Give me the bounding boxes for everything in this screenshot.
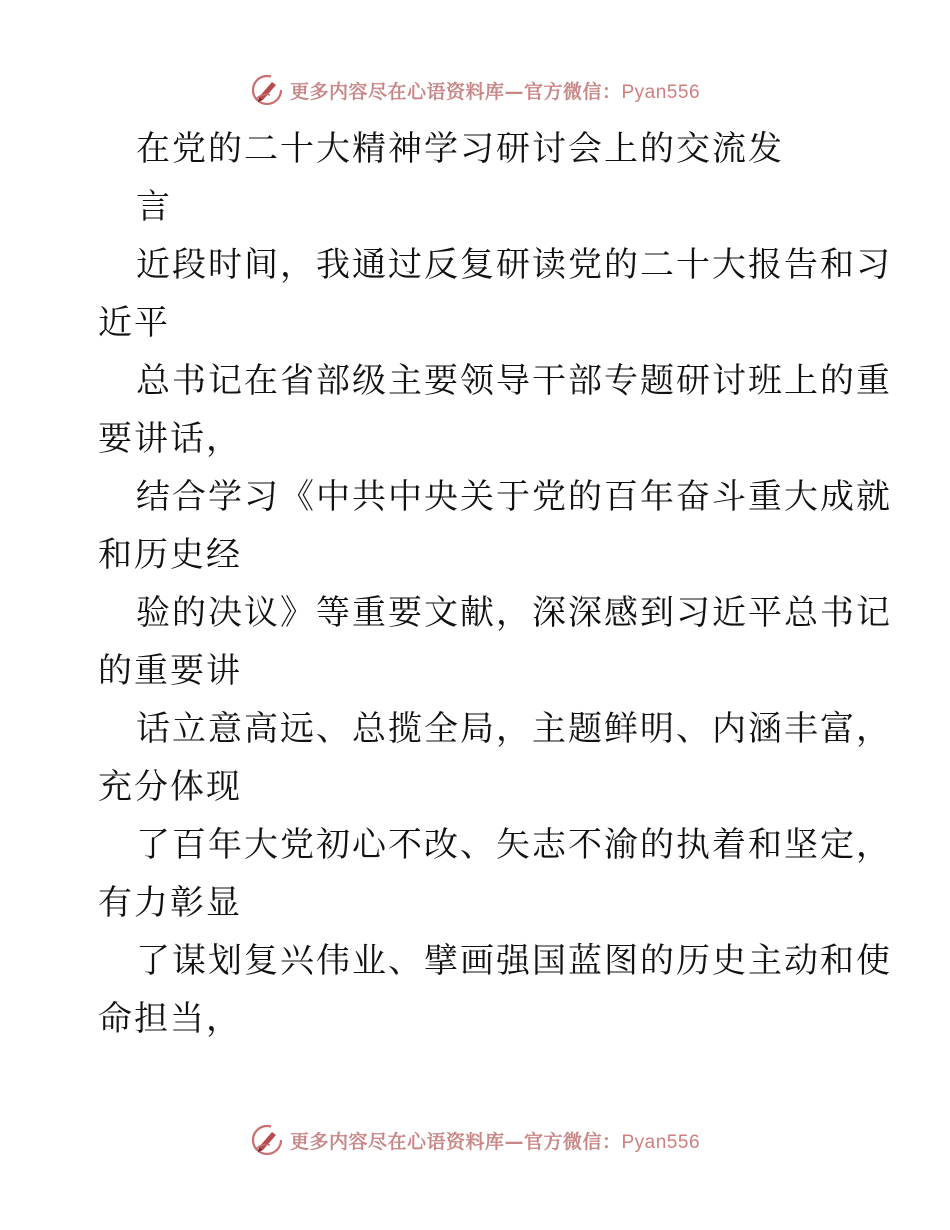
paragraph-line: 的重要讲 [98, 651, 242, 691]
paragraph-line: 近平 [98, 303, 170, 343]
watermark-text: 更多内容尽在心语资料库—官方微信：Pyan556 [289, 80, 701, 103]
footer-watermark [0, 1120, 950, 1160]
pen-logo-icon [250, 1123, 284, 1157]
paragraph-line: 有力彰显 [98, 883, 242, 923]
title-line-2: 言 [136, 187, 172, 227]
watermark-text: 更多内容尽在心语资料库—官方微信：Pyan556 [289, 1130, 701, 1153]
wechat-id: Pyan556 [621, 1131, 701, 1153]
paragraph-line: 近段时间，我通过反复研读党的二十大报告和习 [136, 245, 892, 285]
header-watermark [0, 70, 950, 110]
wechat-id: Pyan556 [621, 81, 701, 103]
paragraph-line: 了百年大党初心不改、矢志不渝的执着和坚定， [136, 825, 892, 865]
paragraph-line: 命担当， [98, 999, 242, 1039]
pen-logo-icon [250, 73, 284, 107]
paragraph-line: 要讲话， [98, 419, 242, 459]
paragraph-line: 充分体现 [98, 767, 242, 807]
paragraph-line: 结合学习《中共中央关于党的百年奋斗重大成就 [136, 477, 892, 517]
paragraph-line: 总书记在省部级主要领导干部专题研讨班上的重 [136, 361, 892, 401]
title-line-1: 在党的二十大精神学习研讨会上的交流发 [136, 129, 784, 169]
paragraph-line: 和历史经 [98, 535, 242, 575]
paragraph-line: 验的决议》等重要文献，深深感到习近平总书记 [136, 593, 892, 633]
paragraph-line: 话立意高远、总揽全局，主题鲜明、内涵丰富， [136, 709, 892, 749]
paragraph-line: 了谋划复兴伟业、擘画强国蓝图的历史主动和使 [136, 941, 892, 981]
